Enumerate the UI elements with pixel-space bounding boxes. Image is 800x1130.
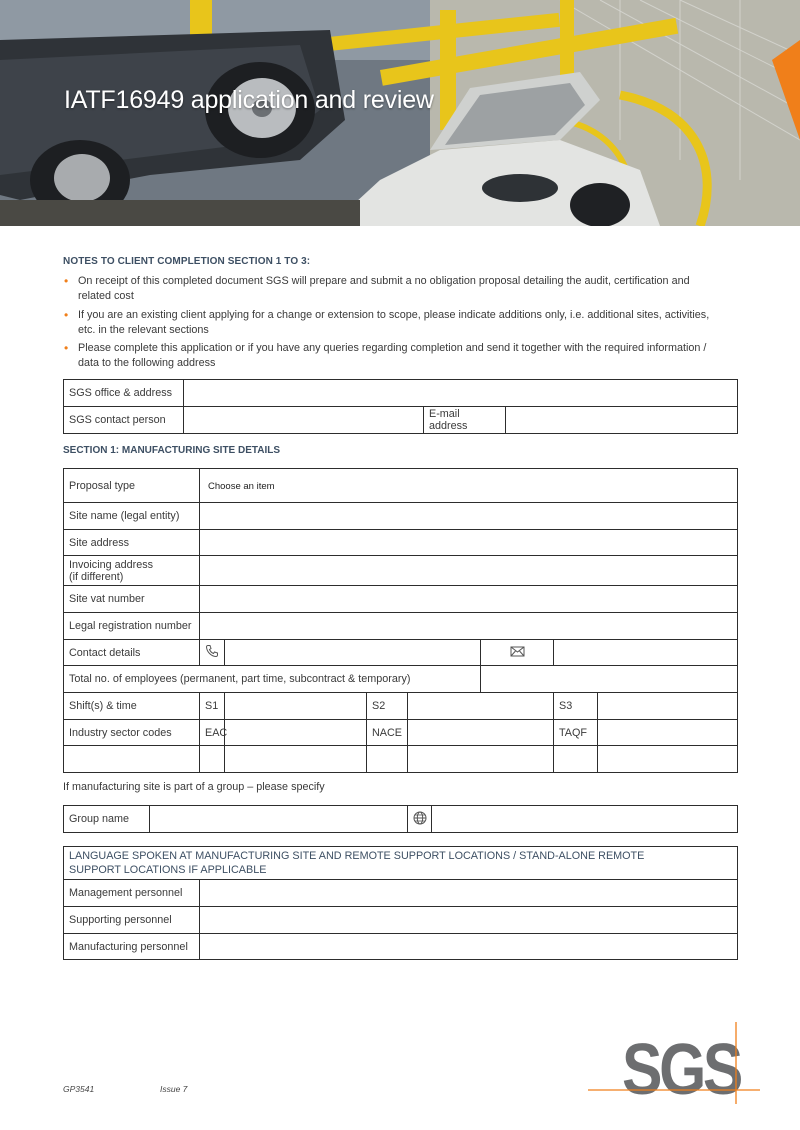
contact-person-label: SGS contact person bbox=[64, 407, 184, 434]
taqf-label: TAQF bbox=[554, 720, 598, 746]
page-title: IATF16949 application and review bbox=[64, 86, 434, 114]
bullet-icon: • bbox=[64, 341, 69, 355]
email-label: E-mail address bbox=[424, 407, 506, 434]
phone-icon bbox=[205, 644, 219, 658]
shifts-label: Shift(s) & time bbox=[64, 693, 200, 720]
section1-heading: SECTION 1: MANUFACTURING SITE DETAILS bbox=[63, 445, 281, 456]
legal-registration-field[interactable] bbox=[200, 613, 738, 640]
taqf-extra-field[interactable] bbox=[598, 746, 738, 773]
logo-text: SGS bbox=[622, 1030, 742, 1104]
employees-label: Total no. of employees (permanent, part time, subcontract & temporary) bbox=[64, 666, 481, 693]
group-table bbox=[63, 805, 738, 833]
shift-1-label: S1 bbox=[200, 693, 225, 720]
eac-extra-field[interactable] bbox=[225, 746, 367, 773]
invoicing-label-line2: (if different) bbox=[69, 570, 124, 583]
shift-3-label: S3 bbox=[554, 693, 598, 720]
vat-label: Site vat number bbox=[64, 586, 200, 613]
contact-person-field[interactable] bbox=[184, 407, 424, 434]
site-name-label: Site name (legal entity) bbox=[64, 503, 200, 530]
nace-label: NACE bbox=[367, 720, 408, 746]
group-prompt: If manufacturing site is part of a group – please specify bbox=[63, 781, 325, 793]
eac-extra-cell[interactable] bbox=[200, 746, 225, 773]
office-label: SGS office & address bbox=[64, 380, 184, 407]
manufacturing-label: Manufacturing personnel bbox=[64, 934, 200, 960]
shift-2-field[interactable] bbox=[408, 693, 554, 720]
management-language-field[interactable] bbox=[200, 880, 738, 907]
contact-email-field[interactable] bbox=[554, 640, 738, 666]
sector-codes-label: Industry sector codes bbox=[64, 720, 200, 746]
bullet-icon: • bbox=[64, 307, 69, 322]
issue-number: Issue 7 bbox=[160, 1084, 188, 1094]
globe-icon-cell bbox=[408, 806, 432, 833]
bullet-icon: • bbox=[64, 274, 69, 288]
invoicing-address-field[interactable] bbox=[200, 556, 738, 586]
shift-3-field[interactable] bbox=[598, 693, 738, 720]
manufacturing-language-field[interactable] bbox=[200, 934, 738, 960]
taqf-field[interactable] bbox=[598, 720, 738, 746]
management-label: Management personnel bbox=[64, 880, 200, 907]
phone-field[interactable] bbox=[225, 640, 481, 666]
sgs-logo bbox=[588, 1022, 760, 1104]
office-field[interactable] bbox=[184, 380, 738, 407]
notes-list bbox=[63, 274, 713, 375]
email-icon-cell bbox=[481, 640, 554, 666]
language-section-title bbox=[64, 847, 738, 880]
proposal-type-dropdown[interactable] bbox=[200, 469, 738, 503]
eac-field[interactable] bbox=[225, 720, 367, 746]
notes-heading: NOTES TO CLIENT COMPLETION SECTION 1 TO 3: bbox=[63, 256, 311, 267]
phone-icon-cell bbox=[200, 640, 225, 666]
group-name-field[interactable] bbox=[150, 806, 408, 833]
email-field[interactable] bbox=[506, 407, 738, 434]
sgs-contact-table bbox=[63, 379, 738, 434]
site-details-table bbox=[63, 468, 738, 773]
contact-details-label: Contact details bbox=[64, 640, 200, 666]
header-banner bbox=[0, 0, 800, 226]
nace-field[interactable] bbox=[408, 720, 554, 746]
note-text: On receipt of this completed document SGS will prepare and submit a no obligation proposal detailing the audit, certification and related cost bbox=[78, 275, 690, 302]
list-item bbox=[63, 274, 713, 304]
group-name-label: Group name bbox=[64, 806, 150, 833]
vat-field[interactable] bbox=[200, 586, 738, 613]
employees-field[interactable] bbox=[481, 666, 738, 693]
shift-2-label: S2 bbox=[367, 693, 408, 720]
nace-extra-field[interactable] bbox=[408, 746, 554, 773]
proposal-type-label: Proposal type bbox=[64, 469, 200, 503]
list-item bbox=[63, 341, 713, 371]
shift-1-field[interactable] bbox=[225, 693, 367, 720]
note-text: If you are an existing client applying for a change or extension to scope, please indicate additions only, i.e. additional sites, activities, etc. in the relevant sections bbox=[78, 308, 710, 336]
nace-extra-cell[interactable] bbox=[367, 746, 408, 773]
proposal-type-value: Choose an item bbox=[208, 481, 275, 492]
language-table bbox=[63, 846, 738, 960]
taqf-extra-cell[interactable] bbox=[554, 746, 598, 773]
list-item bbox=[63, 308, 713, 338]
sector-codes-extra-cell[interactable] bbox=[64, 746, 200, 773]
invoicing-label bbox=[64, 556, 200, 586]
form-code: GP3541 bbox=[63, 1084, 95, 1094]
note-text: Please complete this application or if you have any queries regarding completion and send it together with the required information / data to the following address bbox=[78, 342, 707, 369]
site-address-field[interactable] bbox=[200, 530, 738, 556]
site-address-label: Site address bbox=[64, 530, 200, 556]
eac-label: EAC bbox=[200, 720, 225, 746]
language-title-line2: SUPPORT LOCATIONS IF APPLICABLE bbox=[69, 864, 267, 876]
envelope-icon bbox=[510, 646, 525, 657]
legal-registration-label: Legal registration number bbox=[64, 613, 200, 640]
language-title-line1: LANGUAGE SPOKEN AT MANUFACTURING SITE AND REMOTE SUPPORT LOCATIONS / STAND-ALONE REMOTE bbox=[69, 850, 645, 862]
supporting-label: Supporting personnel bbox=[64, 907, 200, 934]
supporting-language-field[interactable] bbox=[200, 907, 738, 934]
site-name-field[interactable] bbox=[200, 503, 738, 530]
globe-icon bbox=[413, 811, 427, 825]
invoicing-label-line1: Invoicing address bbox=[69, 558, 154, 571]
website-field[interactable] bbox=[432, 806, 738, 833]
